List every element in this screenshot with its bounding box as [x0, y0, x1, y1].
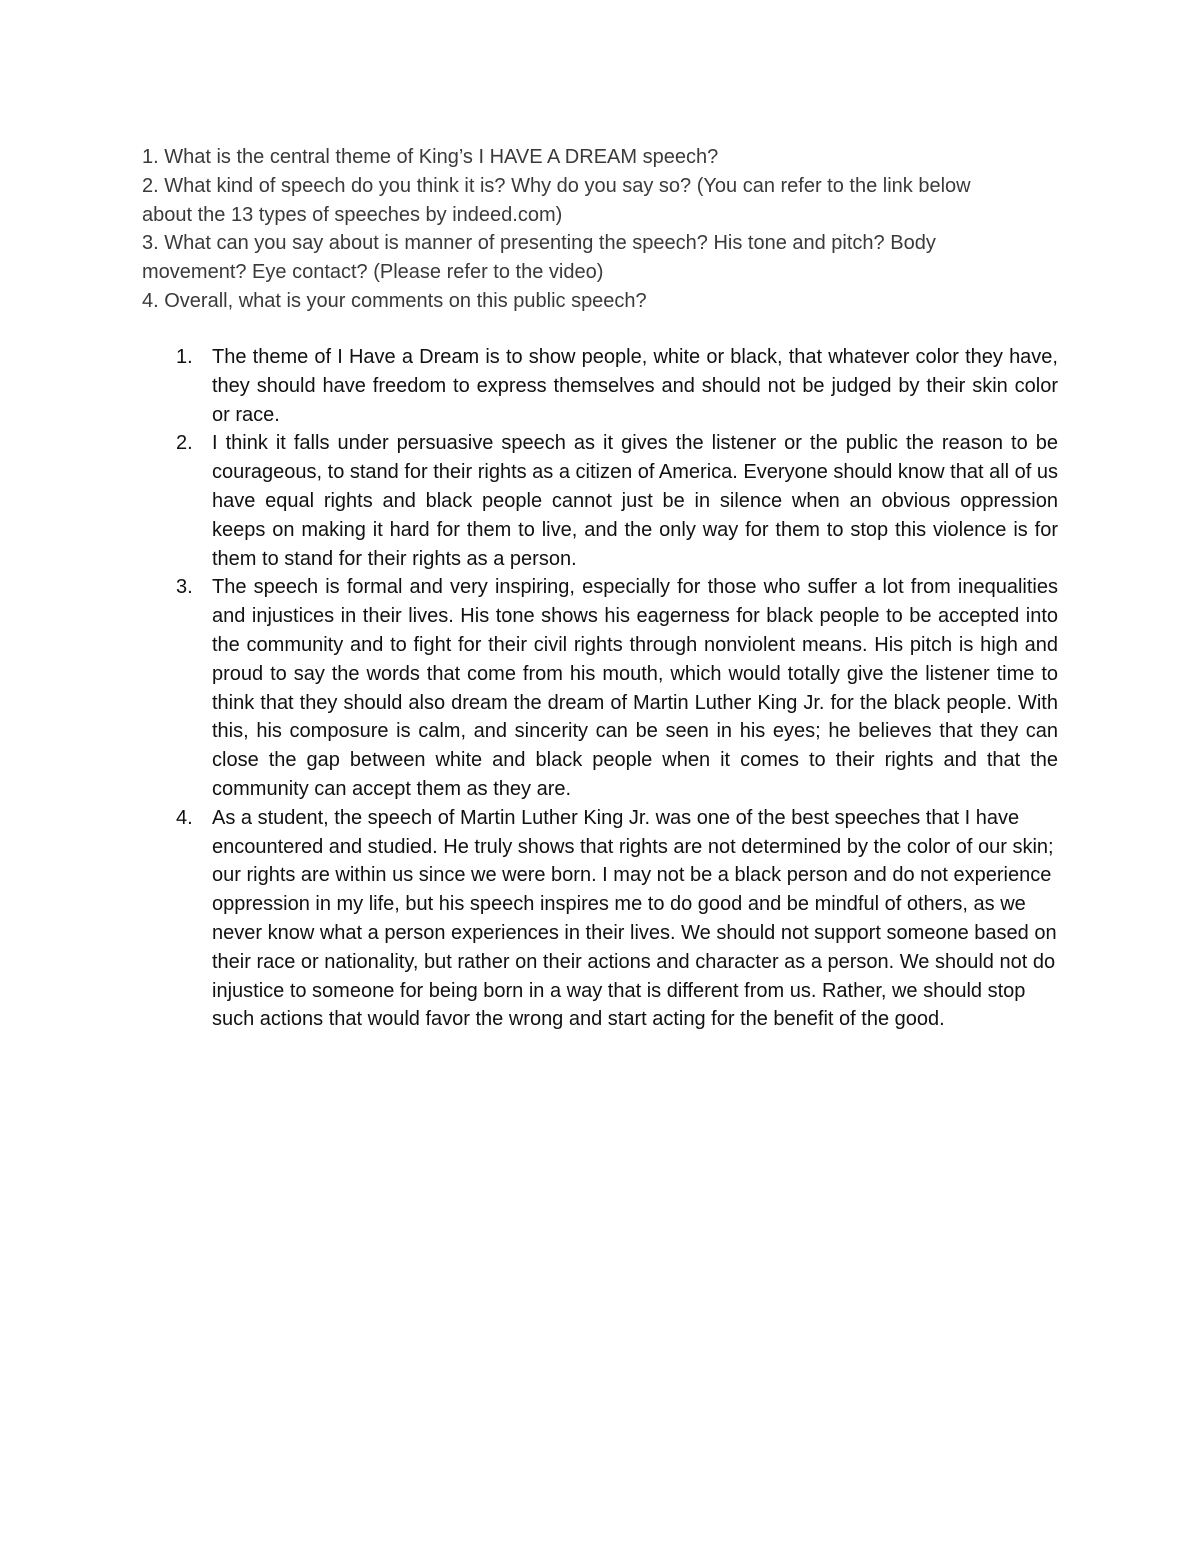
answers-list — [142, 343, 1058, 1034]
answer-1 — [142, 343, 1058, 429]
answer-2 — [142, 429, 1058, 573]
answer-2-text: I think it falls under persuasive speech as it gives the listener or the public the reason to be courageous, to stand for their rights as a citizen of America. Everyone should know that all of us have equal rights and black people cannot just be in silence when an obvious oppression keeps on making it hard for them to live, and the only way for them to stop this violence is for them to stand for their rights as a person. — [212, 432, 1059, 570]
answer-3-number: 3. — [176, 576, 193, 599]
answer-1-number: 1. — [176, 346, 193, 368]
answer-4-text: As a student, the speech of Martin Luther King Jr. was one of the best speeches that I have encountered and studied. He truly shows that rights are not determined by the color of our skin; our rights are within us since we were born. I may not be a black person and do not experience oppression in my life, but his speech inspires me to do good and be mindful of others, as we never know what a person experiences in their lives. We should not support someone based on their race or nationality, but rather on their actions and character as a person. We should not do injustice to someone for being born in a way that is different from us. Rather, we should stop such actions that would favor the wrong and start acting for the benefit of the good. — [212, 806, 1057, 1031]
question-4: 4. Overall, what is your comments on this public speech? — [142, 289, 647, 312]
answer-4 — [142, 804, 1058, 1034]
answer-1-text: The theme of I Have a Dream is to show people, white or black, that whatever color they have, they should have freedom to express themselves and should not be judged by their skin color or race. — [212, 346, 1058, 426]
answer-2-number: 2. — [176, 432, 193, 455]
question-3: 3. What can you say about is manner of presenting the speech? His tone and pitch? Body movement? Eye contact? (Please refer to the video) — [142, 232, 936, 284]
question-2: 2. What kind of speech do you think it is? Why do you say so? (You can refer to the link below about the 13 types of speeches by indeed.com) — [142, 174, 971, 226]
question-1: 1. What is the central theme of King’s I HAVE A DREAM speech? — [142, 146, 719, 168]
answer-3 — [142, 573, 1058, 803]
answer-3-text: The speech is formal and very inspiring, especially for those who suffer a lot from inequalities and injustices in their lives. His tone shows his eagerness for black people to be accepted into the community and to fight for their civil rights through nonviolent means. His pitch is high and proud to say the words that come from his mouth, which would totally give the listener time to think that they should also dream the dream of Martin Luther King Jr. for the black people. With this, his composure is calm, and sincerity can be seen in his eyes; he believes that they can close the gap between white and black people when it comes to their rights and that the community can accept them as they are. — [212, 576, 1058, 800]
questions-block — [142, 143, 1022, 316]
answer-4-number: 4. — [176, 806, 193, 829]
